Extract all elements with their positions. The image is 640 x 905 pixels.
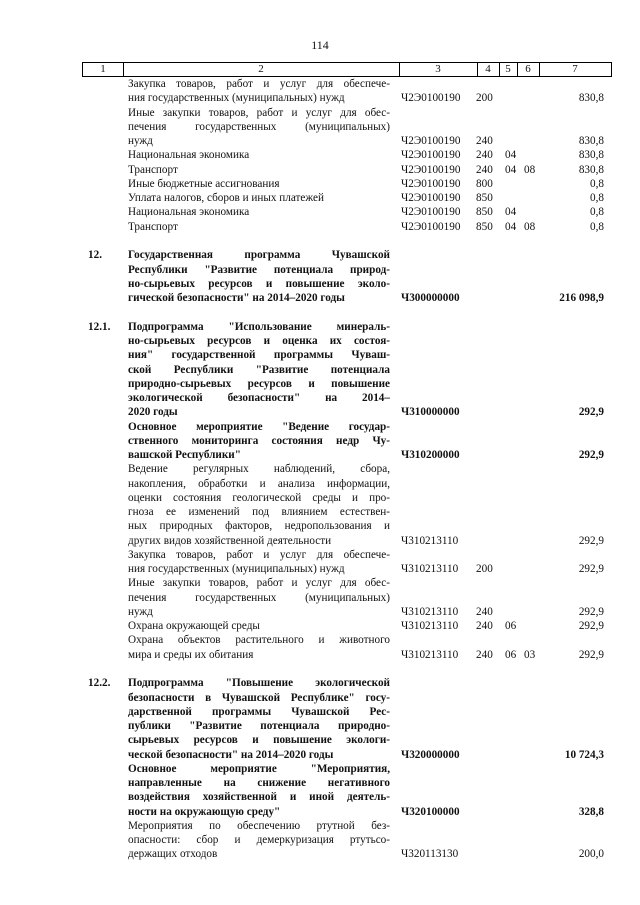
table-row: [0, 77, 640, 91]
section-code: 04: [505, 163, 517, 176]
row-description: других видов хозяйственной деятельности: [128, 534, 332, 547]
header-col-1: 1: [83, 63, 124, 76]
row-description: вашской Республики": [128, 449, 241, 461]
table-row: [0, 477, 640, 491]
row-description: печения государственных (муниципальных): [128, 591, 390, 604]
table-row: [0, 676, 640, 690]
section-code: 04: [505, 149, 517, 162]
section-number: 12.1.: [88, 320, 111, 333]
table-row: [0, 719, 640, 733]
row-description: держащих отходов: [128, 848, 218, 861]
row-description: нужд: [128, 605, 153, 618]
table-row: [0, 177, 640, 191]
expense-type: 240: [476, 620, 493, 632]
table-row: [0, 248, 640, 262]
amount: 292,9: [578, 534, 604, 547]
row-description: Национальная экономика: [128, 206, 250, 219]
target-code: Ч320000000: [401, 748, 460, 761]
amount: 328,8: [578, 805, 604, 818]
expense-type: 240: [476, 605, 493, 618]
amount: 292,9: [578, 449, 604, 461]
row-description: Подпрограмма "Использование минераль-: [128, 320, 390, 333]
table-row: [0, 205, 640, 219]
table-row: [0, 320, 640, 334]
table-row: [0, 562, 640, 576]
section-number: 12.2.: [88, 677, 111, 690]
amount: 830,8: [578, 149, 604, 162]
row-description: ности на окружающую среду": [128, 805, 281, 818]
table-row: [0, 733, 640, 747]
row-description: Закупка товаров, работ и услуг для обеспече-: [128, 548, 390, 561]
target-code: Ч300000000: [401, 292, 460, 304]
header-col-4: 4: [477, 63, 500, 76]
target-code: Ч310213110: [401, 534, 459, 547]
expense-type: 850: [476, 206, 493, 219]
table-row: [0, 391, 640, 405]
table-row: [0, 805, 640, 819]
amount: 10 724,3: [564, 748, 604, 761]
row-description: сырьевых ресурсов и повышение экологи-: [128, 734, 390, 747]
expense-type: 240: [476, 163, 493, 176]
section-code: 06: [505, 648, 517, 661]
row-description: мира и среды их обитания: [128, 648, 254, 661]
row-description: воздействия хозяйственной и иной деятель-: [128, 791, 390, 804]
row-description: Республики "Развитие потенциала природ-: [128, 263, 390, 276]
amount: 292,9: [578, 620, 604, 632]
target-code: Ч310213110: [401, 605, 459, 618]
expense-type: 240: [476, 149, 493, 162]
table-row: [0, 748, 640, 762]
amount: 0,8: [590, 192, 604, 204]
row-description: накопления, обработки и анализа информации,: [128, 477, 390, 490]
amount: 830,8: [578, 135, 604, 147]
section-code: 06: [505, 620, 517, 632]
header-col-3: 3: [399, 63, 478, 76]
target-code: Ч310000000: [401, 406, 460, 419]
table-row: [0, 163, 640, 177]
table-row: [0, 277, 640, 291]
expense-type: 200: [476, 92, 493, 105]
subsection-code: 08: [524, 163, 536, 176]
target-code: Ч310213110: [401, 563, 459, 575]
table-row: [0, 363, 640, 377]
row-description: Подпрограмма "Повышение экологической: [128, 677, 390, 690]
header-col-6: 6: [517, 63, 540, 76]
amount: 0,8: [590, 220, 604, 233]
table-row: [0, 405, 640, 419]
expense-type: 200: [476, 563, 493, 575]
table-row: [0, 705, 640, 719]
table-row: [0, 833, 640, 847]
row-description: природно-сырьевых ресурсов и повышение: [128, 377, 390, 390]
table-row: [0, 776, 640, 790]
table-row: [0, 534, 640, 548]
table-row: [0, 334, 640, 348]
table-row: [0, 134, 640, 148]
expense-type: 240: [476, 135, 493, 147]
table-row: [0, 91, 640, 105]
section-code: 04: [505, 206, 517, 219]
amount: 292,9: [578, 406, 604, 419]
row-description: Основное мероприятие "Ведение государ-: [128, 420, 390, 433]
page-number: 114: [311, 38, 329, 52]
target-code: Ч320113130: [401, 848, 459, 861]
amount: 292,9: [578, 648, 604, 661]
table-row: [0, 220, 640, 234]
header-col-7: 7: [572, 63, 578, 75]
target-code: Ч310213110: [401, 648, 459, 661]
row-description: гической безопасности" на 2014–2020 годы: [128, 292, 345, 304]
row-description: Национальная экономика: [128, 149, 250, 162]
table-row: [0, 691, 640, 705]
table-row: [0, 348, 640, 362]
table-row: [0, 491, 640, 505]
row-description: Охрана окружающей среды: [128, 620, 260, 632]
target-code: Ч2Э0100190: [401, 135, 461, 147]
row-description: направленные на снижение негативного: [128, 777, 390, 789]
target-code: Ч2Э0100190: [401, 163, 461, 176]
table-row: [0, 619, 640, 633]
table-row: [0, 420, 640, 434]
expense-type: 240: [476, 648, 493, 661]
header-col-2: 2: [123, 63, 400, 76]
row-description: Ведение регулярных наблюдений, сбора,: [128, 463, 390, 476]
amount: 292,9: [578, 563, 604, 575]
row-description: опасности: сбор и демеркуризация ртутьсо-: [128, 834, 390, 846]
row-description: ской Республики "Развитие потенциала: [128, 363, 390, 376]
row-description: безопасности в Чувашской Республике" госу-: [128, 691, 390, 704]
row-description: печения государственных (муниципальных): [128, 120, 390, 133]
row-description: Охрана объектов растительного и животного: [128, 634, 390, 647]
table-row: [0, 377, 640, 391]
subsection-code: 03: [524, 648, 536, 661]
table-row: [0, 576, 640, 590]
table-row: [0, 505, 640, 519]
row-description: ния государственных (муниципальных) нужд: [128, 92, 345, 105]
row-description: 2020 годы: [128, 406, 178, 419]
amount: 0,8: [590, 206, 604, 219]
row-description: оценки состояния геологической среды и про-: [128, 491, 390, 504]
table-row: [0, 519, 640, 533]
target-code: Ч2Э0100190: [401, 220, 461, 233]
amount: 216 098,9: [559, 292, 604, 304]
section-number: 12.: [88, 249, 102, 262]
table-row: [0, 263, 640, 277]
row-description: ственного мониторинга состояния недр Чу-: [128, 434, 390, 447]
table-row: [0, 605, 640, 619]
table-row: [0, 448, 640, 462]
table-row: [0, 462, 640, 476]
row-description: Основное мероприятие "Мероприятия,: [128, 762, 390, 775]
row-description: Иные бюджетные ассигнования: [128, 177, 280, 190]
row-description: ных природных факторов, недропользования и: [128, 520, 390, 533]
row-description: Государственная программа Чувашской: [128, 249, 390, 262]
table-row: [0, 762, 640, 776]
row-description: ния" государственной программы Чуваш-: [128, 349, 390, 362]
expense-type: 800: [476, 177, 493, 190]
row-description: ния государственных (муниципальных) нужд: [128, 563, 345, 575]
target-code: Ч2Э0100190: [401, 92, 461, 105]
table-row: [0, 633, 640, 647]
amount: 292,9: [578, 605, 604, 618]
table-row: [0, 120, 640, 134]
row-description: дарственной программы Чувашской Рес-: [128, 705, 390, 718]
target-code: Ч2Э0100190: [401, 149, 461, 162]
table-row: [0, 591, 640, 605]
row-description: но-сырьевых ресурсов и повышение эколо-: [128, 277, 390, 290]
row-description: Уплата налогов, сборов и иных платежей: [128, 192, 324, 204]
row-description: нужд: [128, 135, 153, 147]
row-description: но-сырьевых ресурсов и оценка их состоя-: [128, 335, 390, 347]
header-col-5: 5: [499, 63, 518, 76]
subsection-code: 08: [524, 220, 536, 233]
amount: 200,0: [578, 848, 604, 861]
row-description: ческой безопасности" на 2014–2020 годы: [128, 748, 334, 761]
table-row: [0, 148, 640, 162]
target-code: Ч2Э0100190: [401, 192, 461, 204]
row-description: Иные закупки товаров, работ и услуг для обес-: [128, 577, 390, 590]
row-description: Мероприятия по обеспечению ртутной без-: [128, 819, 390, 832]
row-description: Транспорт: [128, 220, 178, 233]
table-row: [0, 434, 640, 448]
row-description: экологической безопасности" на 2014–: [128, 392, 390, 404]
row-description: Транспорт: [128, 163, 178, 176]
table-row: [0, 191, 640, 205]
row-description: публики "Развитие потенциала природно-: [128, 720, 390, 732]
table-row: [0, 648, 640, 662]
target-code: Ч320100000: [401, 805, 460, 818]
table-row: [0, 790, 640, 804]
table-header: [82, 62, 612, 77]
table-row: [0, 819, 640, 833]
table-row: [0, 291, 640, 305]
amount: 0,8: [590, 177, 604, 190]
target-code: Ч2Э0100190: [401, 206, 461, 219]
expense-type: 850: [476, 192, 493, 204]
expense-type: 850: [476, 220, 493, 233]
amount: 830,8: [578, 163, 604, 176]
table-row: [0, 548, 640, 562]
target-code: Ч2Э0100190: [401, 177, 461, 190]
section-code: 04: [505, 220, 517, 233]
row-description: гноза ее изменений под влиянием естествен-: [128, 506, 390, 518]
amount: 830,8: [578, 92, 604, 105]
table-row: [0, 106, 640, 120]
target-code: Ч310200000: [401, 449, 460, 461]
row-description: Иные закупки товаров, работ и услуг для обес-: [128, 106, 390, 119]
target-code: Ч310213110: [401, 620, 459, 632]
table-row: [0, 847, 640, 861]
row-description: Закупка товаров, работ и услуг для обеспече-: [128, 78, 390, 90]
